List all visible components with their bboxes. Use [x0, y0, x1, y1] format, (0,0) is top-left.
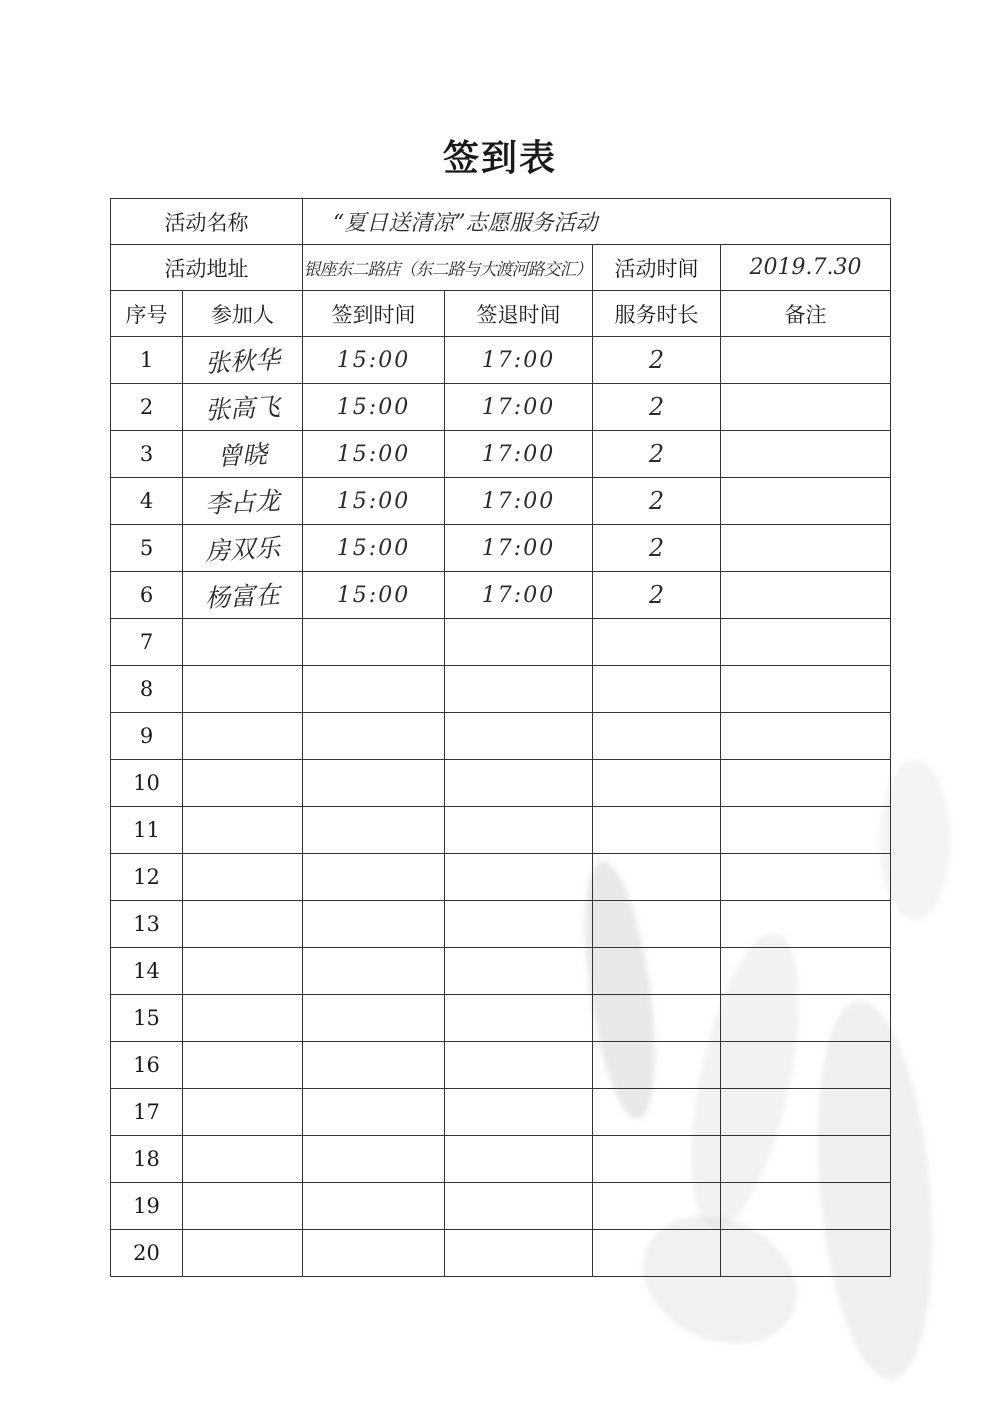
remarks-cell — [721, 1042, 891, 1089]
column-header-duration: 服务时长 — [593, 291, 721, 337]
table-row — [111, 1183, 891, 1230]
duration-cell — [593, 431, 721, 478]
participant-cell — [183, 760, 303, 807]
duration-cell — [593, 760, 721, 807]
page-title: 签到表 — [442, 137, 557, 179]
check-in-handwriting: 15:00 — [336, 441, 411, 467]
participant-cell — [183, 619, 303, 666]
activity-time-handwriting: 2019.7.30 — [749, 255, 862, 280]
participant-cell — [183, 1042, 303, 1089]
duration-handwriting: 2 — [648, 534, 665, 562]
table-row — [111, 760, 891, 807]
row-number: 10 — [111, 760, 183, 807]
activity-time-value — [721, 245, 891, 291]
duration-cell — [593, 807, 721, 854]
check-in-handwriting: 15:00 — [336, 535, 411, 561]
remarks-cell — [721, 901, 891, 948]
duration-cell — [593, 1042, 721, 1089]
remarks-cell — [721, 431, 891, 478]
check-out-cell — [445, 901, 593, 948]
check-out-cell — [445, 713, 593, 760]
check-out-cell — [445, 1183, 593, 1230]
row-number: 12 — [111, 854, 183, 901]
check-out-cell — [445, 995, 593, 1042]
table-row — [111, 337, 891, 384]
sign-in-table — [110, 198, 891, 1277]
row-number: 1 — [111, 337, 183, 384]
table-row — [111, 901, 891, 948]
duration-cell — [593, 713, 721, 760]
check-out-handwriting: 17:00 — [481, 394, 556, 420]
participant-cell — [183, 1183, 303, 1230]
check-in-cell — [303, 1183, 445, 1230]
row-number: 3 — [111, 431, 183, 478]
duration-cell — [593, 948, 721, 995]
remarks-cell — [721, 807, 891, 854]
table-row — [111, 713, 891, 760]
check-out-handwriting: 17:00 — [481, 441, 556, 467]
check-out-cell — [445, 854, 593, 901]
table-row — [111, 1136, 891, 1183]
table-row — [111, 1042, 891, 1089]
check-in-cell — [303, 619, 445, 666]
duration-cell — [593, 337, 721, 384]
remarks-cell — [721, 995, 891, 1042]
row-number: 14 — [111, 948, 183, 995]
row-number: 7 — [111, 619, 183, 666]
check-in-cell — [303, 1136, 445, 1183]
duration-cell — [593, 384, 721, 431]
row-number: 6 — [111, 572, 183, 619]
activity-name-label: 活动名称 — [111, 199, 303, 245]
duration-handwriting: 2 — [648, 346, 665, 374]
duration-handwriting: 2 — [648, 487, 665, 515]
remarks-cell — [721, 384, 891, 431]
duration-cell — [593, 1183, 721, 1230]
row-number: 16 — [111, 1042, 183, 1089]
duration-cell — [593, 901, 721, 948]
table-row — [111, 1089, 891, 1136]
check-in-cell — [303, 1089, 445, 1136]
remarks-cell — [721, 337, 891, 384]
duration-cell — [593, 1136, 721, 1183]
duration-cell — [593, 619, 721, 666]
activity-address-row — [111, 245, 891, 291]
check-in-cell — [303, 760, 445, 807]
remarks-cell — [721, 1089, 891, 1136]
check-out-cell — [445, 1089, 593, 1136]
participant-handwriting: 杨富在 — [204, 580, 281, 613]
table-row — [111, 619, 891, 666]
participant-handwriting: 房双乐 — [204, 533, 281, 566]
participant-handwriting: 李占龙 — [204, 486, 281, 519]
remarks-cell — [721, 525, 891, 572]
duration-cell — [593, 995, 721, 1042]
table-row — [111, 384, 891, 431]
column-header-no: 序号 — [111, 291, 183, 337]
remarks-cell — [721, 948, 891, 995]
row-number: 8 — [111, 666, 183, 713]
duration-cell — [593, 854, 721, 901]
check-out-handwriting: 17:00 — [481, 535, 556, 561]
duration-cell — [593, 572, 721, 619]
check-out-cell — [445, 760, 593, 807]
remarks-cell — [721, 760, 891, 807]
duration-cell — [593, 478, 721, 525]
activity-name-row — [111, 199, 891, 245]
duration-handwriting: 2 — [648, 393, 665, 421]
check-in-cell — [303, 995, 445, 1042]
activity-name-value — [303, 199, 891, 245]
remarks-cell — [721, 478, 891, 525]
check-in-cell — [303, 901, 445, 948]
check-out-cell — [445, 431, 593, 478]
participant-cell — [183, 948, 303, 995]
remarks-cell — [721, 619, 891, 666]
participant-cell — [183, 807, 303, 854]
activity-address-label: 活动地址 — [111, 245, 303, 291]
participant-cell — [183, 854, 303, 901]
row-number: 4 — [111, 478, 183, 525]
row-number: 17 — [111, 1089, 183, 1136]
check-in-cell — [303, 948, 445, 995]
check-out-cell — [445, 525, 593, 572]
column-header-check-out: 签退时间 — [445, 291, 593, 337]
participant-handwriting: 曾晓 — [216, 439, 269, 472]
participant-cell — [183, 713, 303, 760]
table-row — [111, 478, 891, 525]
check-out-cell — [445, 807, 593, 854]
check-out-cell — [445, 948, 593, 995]
table-row — [111, 431, 891, 478]
participant-cell — [183, 572, 303, 619]
check-out-cell — [445, 1230, 593, 1277]
table-row — [111, 525, 891, 572]
table-row — [111, 1230, 891, 1277]
check-in-cell — [303, 384, 445, 431]
row-number: 13 — [111, 901, 183, 948]
check-in-cell — [303, 1042, 445, 1089]
table-row — [111, 807, 891, 854]
duration-cell — [593, 666, 721, 713]
check-out-cell — [445, 1136, 593, 1183]
row-number: 11 — [111, 807, 183, 854]
check-out-cell — [445, 337, 593, 384]
check-out-handwriting: 17:00 — [481, 347, 556, 373]
remarks-cell — [721, 1230, 891, 1277]
participant-cell — [183, 478, 303, 525]
row-number: 2 — [111, 384, 183, 431]
table-row — [111, 666, 891, 713]
check-out-handwriting: 17:00 — [481, 582, 556, 608]
duration-handwriting: 2 — [648, 581, 665, 609]
column-header-remarks: 备注 — [721, 291, 891, 337]
participant-cell — [183, 901, 303, 948]
check-out-cell — [445, 666, 593, 713]
participant-cell — [183, 525, 303, 572]
table-row — [111, 572, 891, 619]
check-in-cell — [303, 807, 445, 854]
duration-cell — [593, 1230, 721, 1277]
row-number: 5 — [111, 525, 183, 572]
check-in-handwriting: 15:00 — [336, 488, 411, 514]
table-row — [111, 948, 891, 995]
activity-name-handwriting: “夏日送清凉”志愿服务活动 — [333, 211, 598, 236]
check-in-cell — [303, 572, 445, 619]
row-number: 18 — [111, 1136, 183, 1183]
column-header-check-in: 签到时间 — [303, 291, 445, 337]
remarks-cell — [721, 1183, 891, 1230]
check-in-cell — [303, 337, 445, 384]
remarks-cell — [721, 1136, 891, 1183]
column-header-participant: 参加人 — [183, 291, 303, 337]
check-out-cell — [445, 384, 593, 431]
check-in-cell — [303, 478, 445, 525]
table-row — [111, 995, 891, 1042]
check-out-handwriting: 17:00 — [481, 488, 556, 514]
participant-cell — [183, 995, 303, 1042]
row-number: 19 — [111, 1183, 183, 1230]
check-out-cell — [445, 572, 593, 619]
participant-cell — [183, 431, 303, 478]
remarks-cell — [721, 713, 891, 760]
remarks-cell — [721, 666, 891, 713]
check-out-cell — [445, 478, 593, 525]
participant-handwriting: 张秋华 — [204, 345, 281, 378]
check-in-cell — [303, 713, 445, 760]
remarks-cell — [721, 854, 891, 901]
check-in-cell — [303, 666, 445, 713]
participant-cell — [183, 337, 303, 384]
check-in-cell — [303, 525, 445, 572]
remarks-cell — [721, 572, 891, 619]
activity-address-handwriting: 银座东二路店（东二路与大渡河路交汇） — [303, 260, 592, 280]
table-row — [111, 854, 891, 901]
check-in-handwriting: 15:00 — [336, 347, 411, 373]
check-in-cell — [303, 854, 445, 901]
participant-handwriting: 张高飞 — [204, 392, 281, 425]
participant-cell — [183, 1089, 303, 1136]
check-in-handwriting: 15:00 — [336, 394, 411, 420]
row-number: 15 — [111, 995, 183, 1042]
check-in-cell — [303, 1230, 445, 1277]
duration-cell — [593, 525, 721, 572]
check-out-cell — [445, 619, 593, 666]
activity-address-value — [303, 245, 593, 291]
check-out-cell — [445, 1042, 593, 1089]
participant-cell — [183, 666, 303, 713]
activity-time-label: 活动时间 — [593, 245, 721, 291]
column-header-row — [111, 291, 891, 337]
check-in-handwriting: 15:00 — [336, 582, 411, 608]
participant-cell — [183, 1136, 303, 1183]
row-number: 9 — [111, 713, 183, 760]
participant-cell — [183, 1230, 303, 1277]
duration-handwriting: 2 — [648, 440, 665, 468]
participant-cell — [183, 384, 303, 431]
duration-cell — [593, 1089, 721, 1136]
check-in-cell — [303, 431, 445, 478]
row-number: 20 — [111, 1230, 183, 1277]
